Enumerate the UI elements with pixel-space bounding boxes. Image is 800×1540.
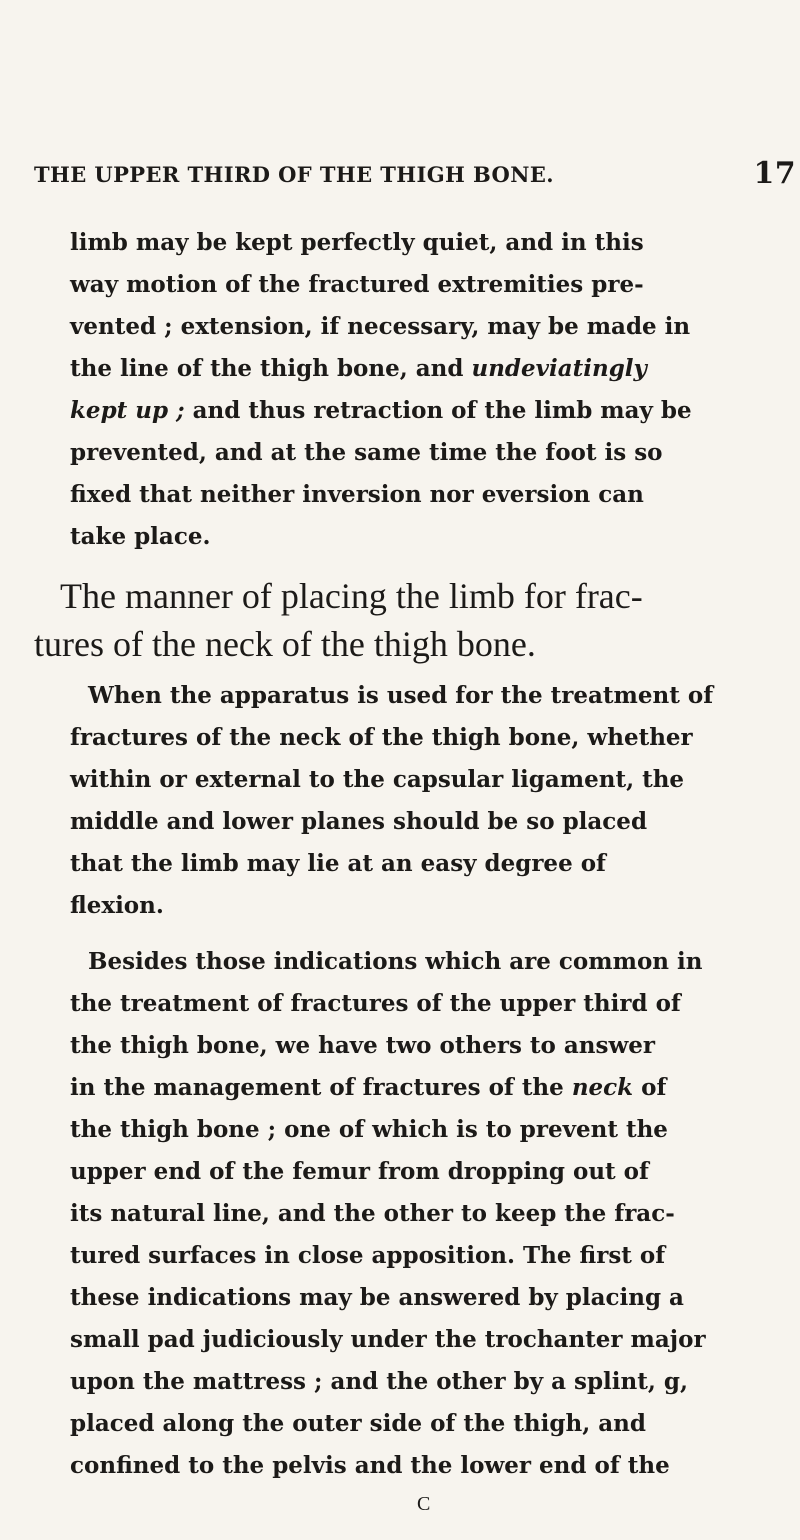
text-line: upon the mattress ; and the other by a splint, g,: [70, 1368, 688, 1395]
text-line: [70, 399, 692, 422]
text-line: the thigh bone, we have two others to answer: [70, 1032, 656, 1059]
signature-mark: C: [417, 1493, 431, 1515]
running-head-title: THE UPPER THIRD OF THE THIGH BONE.: [34, 162, 554, 187]
text-line: [70, 357, 647, 380]
text-line: that the limb may lie at an easy degree of: [70, 850, 606, 877]
text-line: placed along the outer side of the thigh, and: [70, 1410, 646, 1437]
text-line: vented ; extension, if necessary, may be made in: [70, 313, 691, 340]
emphasis-text: undeviatingly: [471, 355, 647, 382]
text-line: these indications may be answered by placing a: [70, 1284, 684, 1311]
text-line: the thigh bone ; one of which is to prevent the: [70, 1116, 668, 1143]
text-line: tured surfaces in close apposition. The first of: [70, 1242, 666, 1269]
text-line: small pad judiciously under the trochanter major: [70, 1326, 706, 1353]
text-line: fixed that neither inversion nor eversion can: [70, 481, 644, 508]
text-line: When the apparatus is used for the treatment of: [88, 682, 714, 709]
emphasis-text: neck: [571, 1074, 634, 1101]
page-number: 17: [753, 156, 796, 191]
text-run: the line of the thigh bone, and: [70, 355, 472, 382]
text-run: in the management of fractures of the: [70, 1074, 572, 1101]
running-head: [34, 156, 796, 198]
section-heading-line: The manner of placing the limb for frac-: [60, 576, 643, 616]
text-line: flexion.: [70, 892, 164, 919]
text-run: and thus retraction of the limb may be: [184, 397, 692, 424]
text-line: [70, 1076, 666, 1099]
text-line: upper end of the femur from dropping out of: [70, 1158, 649, 1185]
text-line: limb may be kept perfectly quiet, and in this: [70, 229, 644, 256]
text-line: fractures of the neck of the thigh bone, whether: [70, 724, 693, 751]
text-line: confined to the pelvis and the lower end of the: [70, 1452, 670, 1479]
section-heading-line: tures of the neck of the thigh bone.: [34, 624, 536, 664]
text-run: of: [633, 1074, 667, 1101]
text-line: Besides those indications which are common in: [88, 948, 703, 975]
text-line: within or external to the capsular ligament, the: [70, 766, 685, 793]
text-line: way motion of the fractured extremities pre-: [70, 271, 644, 298]
text-line: the treatment of fractures of the upper third of: [70, 990, 681, 1017]
text-line: its natural line, and the other to keep the frac-: [70, 1200, 675, 1227]
emphasis-text: kept up ;: [70, 397, 185, 424]
text-line: prevented, and at the same time the foot is so: [70, 439, 663, 466]
text-line: middle and lower planes should be so placed: [70, 808, 648, 835]
text-line: take place.: [70, 523, 211, 550]
